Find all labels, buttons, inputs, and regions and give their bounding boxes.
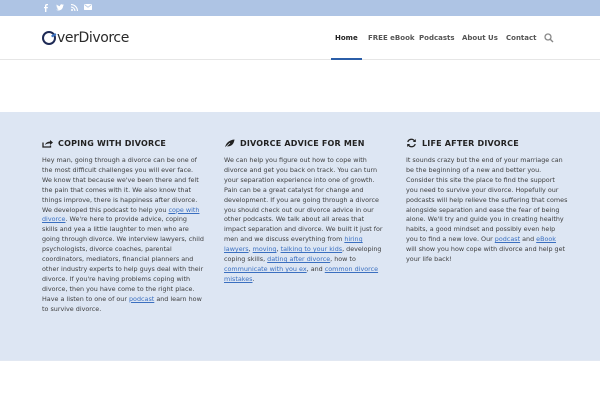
- column-life: [406, 138, 568, 265]
- column-advice: [224, 138, 386, 285]
- nav-podcasts[interactable]: Podcasts: [419, 34, 455, 42]
- logo-mark-icon: [42, 31, 56, 45]
- inline-link[interactable]: communicate with you ex: [224, 264, 307, 273]
- facebook-icon[interactable]: [40, 2, 52, 12]
- top-bar: [0, 0, 600, 16]
- inline-link[interactable]: talking to your kids: [280, 245, 343, 254]
- twitter-icon[interactable]: [54, 2, 66, 11]
- column-body: Hey man, going through a divorce can be one of the most difficult challenges you will ever face. We know that because we've been there and felt the pain that comes with it. We also know that things improve, there is happiness after divorce. We developed this podcast to help you cope with divorce. We're here to provide advice, coping skills and yea a little laughter to men who are going through divorce. We interview lawyers, child psychologists, divorce coaches, parental coordinators, mediators, financial planners and other industry experts to help guys deal with their divorce. If you're having problems coping with divorce, then you have come to the right place. Have a listen to one of our podcast and learn how to survive divorce.: [42, 156, 204, 313]
- mail-icon[interactable]: [82, 2, 94, 10]
- nav-free-ebook[interactable]: FREE eBook: [368, 34, 415, 42]
- column-title: DIVORCE ADVICE FOR MEN: [240, 138, 365, 148]
- rss-icon[interactable]: [68, 2, 80, 11]
- share-icon: [42, 139, 53, 148]
- site-logo[interactable]: [42, 27, 129, 49]
- nav-home[interactable]: Home: [335, 16, 358, 60]
- column-title: LIFE AFTER DIVORCE: [422, 138, 519, 148]
- column-body: We can help you figure out how to cope with divorce and get you back on track. You can turn your separation experience into one of growth. Pain can be a great catalyst for change and development. If you are going through a divorce you should check out our divorce advice in our other podcasts. We talk about all areas that impact separation and divorce. We built it just for men and we discuss everything from hiring lawyers, moving, talking to your kids, developing coping skills, dating after divorce, how to communicate with you ex, and common divorce mistakes.: [224, 156, 383, 283]
- site-header: [0, 16, 600, 60]
- refresh-icon: [406, 138, 417, 148]
- inline-link[interactable]: podcast: [129, 294, 155, 303]
- inline-link[interactable]: cope with divorce: [42, 205, 200, 224]
- inline-link[interactable]: common divorce mistakes: [224, 264, 379, 283]
- inline-link[interactable]: dating after divorce: [267, 255, 331, 264]
- inline-link[interactable]: eBook: [536, 235, 557, 244]
- column-coping: [42, 138, 204, 315]
- column-body: It sounds crazy but the end of your marriage can be the beginning of a new and better you. Consider this site the place to find the support you need to survive your divorce. Hopefully our podcasts will help relieve the suffering that comes alongside separation and ease the fear of being alone. We'll try and guide you in creating healthy habits, a good mindset and possibly even help you to find a new love. Our podcast and eBook will show you how cope with divorce and help get your life back!: [406, 156, 568, 264]
- logo-text: verDivorce: [57, 30, 129, 46]
- nav-contact[interactable]: Contact: [506, 34, 537, 42]
- search-icon[interactable]: [544, 33, 554, 43]
- next-section: [0, 360, 600, 400]
- nav-about-us[interactable]: About Us: [462, 34, 498, 42]
- leaf-icon: [224, 139, 235, 148]
- inline-link[interactable]: hiring lawyers: [224, 235, 363, 254]
- inline-link[interactable]: podcast: [494, 235, 521, 244]
- inline-link[interactable]: moving: [252, 245, 277, 254]
- column-title: COPING WITH DIVORCE: [58, 138, 167, 148]
